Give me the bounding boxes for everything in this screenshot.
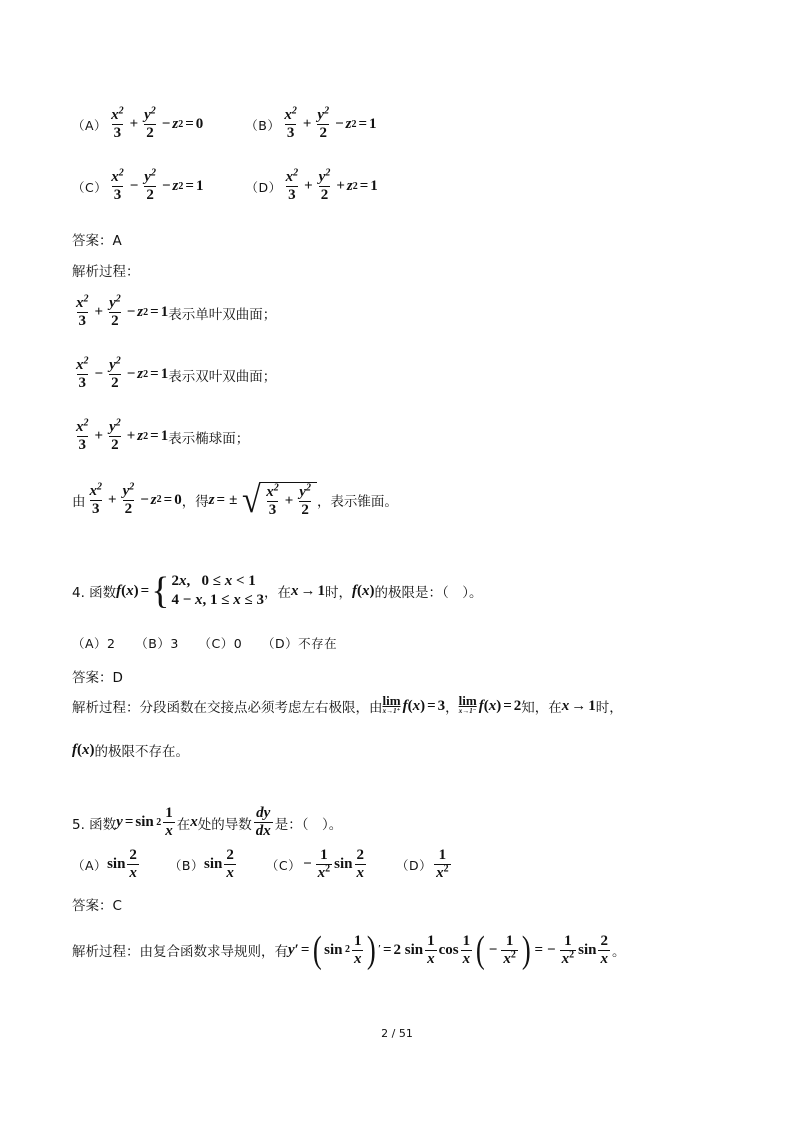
q3-option-c-label: （C） [72, 179, 108, 195]
q3-explain-1: $\frac{x^2}{3}$ + $\frac{y^2}{2}$ − z 2 = 1 表示单叶双曲面； [76, 293, 277, 329]
q3-explain-3: $\frac{x^2}{3}$ + $\frac{y^2}{2}$ + z 2 = 1 表示椭球面； [76, 417, 250, 453]
q4-analysis-end: f ( x ) 的极限不存在。 [72, 741, 189, 760]
q5-option-a-formula: sin $\frac{2}{x}$ [107, 847, 137, 881]
q4-options: （A）2 （B）3 （C）0 （D）不存在 [72, 636, 338, 651]
q4-analysis-pre: 解析过程：分段函数在交接点必须考虑左右极限，由 [72, 700, 383, 716]
q5-analysis [72, 930, 625, 970]
q5-option-a-label: （A） [72, 857, 108, 873]
q4-answer: 答案：D [72, 670, 123, 686]
q4-stem-mid: ，在 [264, 585, 292, 601]
q5-option-b-label: （B） [168, 857, 204, 873]
q4-stem-when: 时， [325, 585, 353, 601]
q3-option-d-label: （D） [245, 179, 282, 195]
q3-option-a-formula: $\frac{x^2}{3}$ + $\frac{y^2}{2}$ − z 2 = 0 [111, 105, 204, 141]
q3-option-c-formula: $\frac{x^2}{3}$ − $\frac{y^2}{2}$ − z 2 = 1 [111, 167, 204, 203]
q3-explain-4-mid: ，得 [181, 494, 209, 510]
q5-function: y = sin 2 $\frac{1}{x}$ [116, 805, 173, 839]
q3-answer: 答案：A [72, 233, 122, 249]
q4-analysis: 解析过程：分段函数在交接点必须考虑左右极限，由 lim x→1⁺ f ( x ) = 3 ， lim x→1⁻ f ( x ) = 2 知，在 x → 1 时， [72, 693, 623, 716]
q5-stem: 5. 函数 y = sin 2 $\frac{1}{x}$ 在 x 处的导数 $\frac{dy}{dx}$ 是：（ ）。 [72, 805, 343, 839]
q4-analysis-know: 知，在 [521, 700, 562, 716]
q5-analysis-end: 。 [611, 944, 626, 960]
q4-stem: 4. 函数 f ( x ) = { 2x, 0 ≤ x < 1 4 − x, 1 ≤ x ≤ 3 ，在 x → 1 时， f ( x ) 的极限是：（ ）。 [72, 570, 483, 612]
q3-option-b-formula: $\frac{x^2}{3}$ + $\frac{y^2}{2}$ − z 2 = 1 [284, 105, 377, 141]
q4-stem-post: 的极限是：（ ）。 [374, 585, 483, 601]
q5-option-d-label: （D） [396, 857, 433, 873]
q4-stem-pre: 4. 函数 [72, 585, 117, 601]
q5-option-c-formula: − $\frac{1}{x^2}$ sin $\frac{2}{x}$ [303, 847, 365, 881]
q3-explain-2: $\frac{x^2}{3}$ − $\frac{y^2}{2}$ − z 2 = 1 表示双叶双曲面； [76, 355, 277, 391]
q3-options-row-1 [72, 105, 377, 141]
q4-piecewise-function: f ( x ) = { 2x, 0 ≤ x < 1 4 − x, 1 ≤ x ≤ 3 [116, 570, 265, 612]
q4-analysis-end-text: 的极限不存在。 [94, 744, 189, 760]
q3-analysis-label: 解析过程： [72, 264, 140, 280]
q3-explain-4-post: ，表示锥面。 [316, 494, 398, 510]
page-number: 2 / 51 [381, 1027, 413, 1040]
q3-option-d-formula: $\frac{x^2}{3}$ + $\frac{y^2}{2}$ + z 2 = 1 [285, 167, 378, 203]
q5-option-b-formula: sin $\frac{2}{x}$ [204, 847, 234, 881]
q5-stem-post: 是：（ ）。 [274, 816, 343, 833]
q5-analysis-pre: 解析过程：由复合函数求导规则，有 [72, 944, 288, 960]
q3-explain-3-text: 表示椭球面； [168, 430, 250, 447]
q3-explain-2-text: 表示双叶双曲面； [168, 368, 277, 385]
q4-right-limit: lim x→1⁺ f ( x ) = 3 [382, 693, 446, 715]
q5-options [72, 848, 453, 881]
q4-analysis-when: 时， [595, 700, 623, 716]
q5-answer: 答案：C [72, 898, 122, 914]
q3-explain-4: 由 $\frac{x^2}{3}$ + $\frac{y^2}{2}$ − z 2 = 0 ，得 z = ± √ $\frac{x^2}{3}$ + $\frac{y^2}{2}$ ，表示锥面。 [72, 479, 398, 521]
q3-explain-1-text: 表示单叶双曲面； [168, 306, 277, 323]
q3-option-a-label: （A） [72, 117, 108, 133]
q3-explain-4-pre: 由 [72, 494, 86, 510]
q3-options-row-2 [72, 167, 378, 203]
q3-option-b-label: （B） [245, 117, 281, 133]
q5-option-c-label: （C） [265, 857, 302, 873]
q4-left-limit: lim x→1⁻ f ( x ) = 2 [458, 693, 522, 715]
q5-stem-pre: 5. 函数 [72, 816, 117, 833]
q5-stem-mid: 在 [176, 816, 191, 833]
q5-stem-at: 处的导数 [197, 816, 252, 833]
q5-option-d-formula: $\frac{1}{x^2}$ [436, 847, 449, 881]
q5-derivative-formula: y ′ = ( sin 2 $\frac{1}{x}$ ) ′ = 2 sin $\frac{1}{x}$ cos $\frac{1}{x}$ ( − $\frac{1}{x^2}$ ) = − $\frac{1}{x^2}$ sin $\frac{2}{x}$ [288, 929, 608, 971]
